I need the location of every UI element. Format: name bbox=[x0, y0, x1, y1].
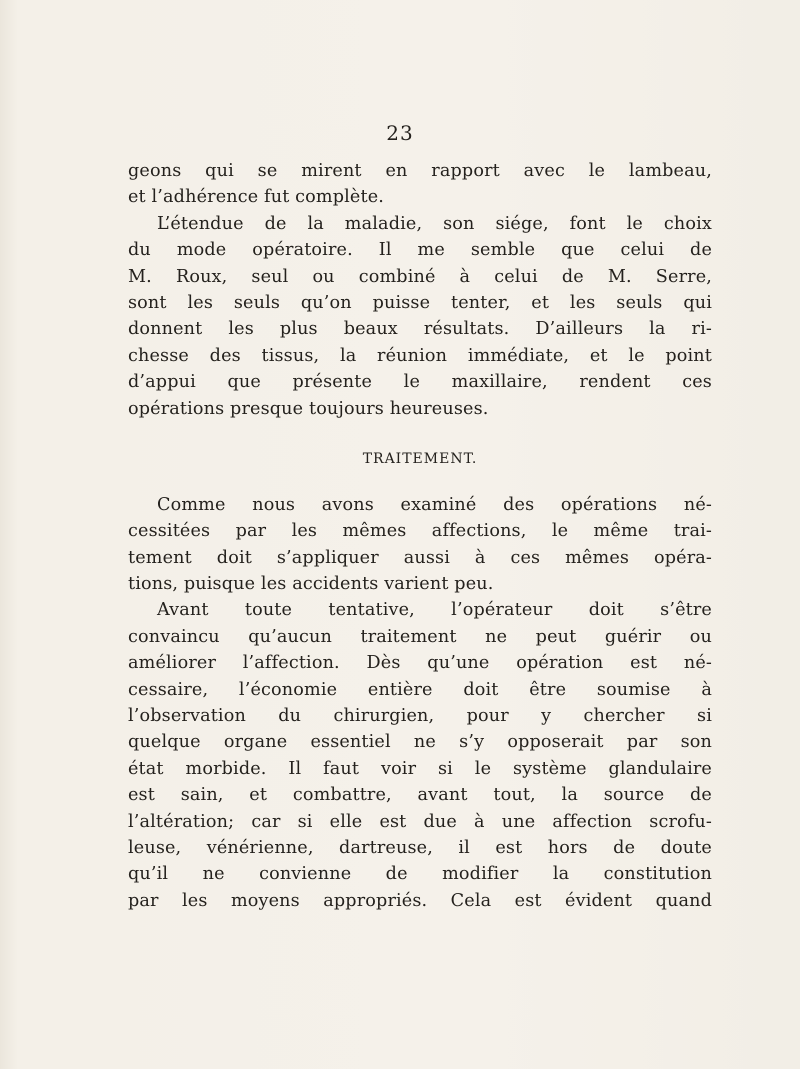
paragraph3-line-4: tions, puisque les accidents varient peu. bbox=[128, 574, 494, 595]
paragraph4-line-5: l’observation du chirurgien, pour y chercher si bbox=[128, 706, 712, 727]
section-heading: TRAITEMENT. bbox=[362, 450, 478, 467]
paragraph4-line-7: état morbide. Il faut voir si le système glandulaire bbox=[128, 758, 712, 779]
paragraph2-line-4: sont les seuls qu’on puisse tenter, et les seuls qui bbox=[128, 292, 712, 313]
page-text bbox=[128, 158, 712, 914]
paragraph4-line-3: améliorer l’affection. Dès qu’une opération est né- bbox=[128, 653, 712, 674]
paragraph4-line-4: cessaire, l’économie entière doit être soumise à bbox=[128, 679, 712, 700]
paragraph1-line-1: geons qui se mirent en rapport avec le lambeau, bbox=[128, 161, 712, 181]
paragraph2-line-7: d’appui que présente le maxillaire, rendent ces bbox=[128, 372, 712, 393]
paragraph1-line-2: et l’adhérence fut complète. bbox=[128, 187, 385, 208]
paragraph2-line-6: chesse des tissus, la réunion immédiate, et le point bbox=[128, 345, 712, 366]
paragraph4-line-9: l’altération; car si elle est due à une affection scrofu- bbox=[128, 811, 712, 832]
paragraph3-line-2: cessitées par les mêmes affections, le même trai- bbox=[128, 521, 712, 542]
page-number: 23 bbox=[386, 121, 414, 145]
paragraph4-line-1: Avant toute tentative, l’opérateur doit s’être bbox=[157, 600, 712, 621]
paragraph4-line-6: quelque organe essentiel ne s’y opposerait par son bbox=[128, 732, 712, 753]
paragraph2-line-8: opérations presque toujours heureuses. bbox=[128, 398, 489, 419]
paragraph4-line-12: par les moyens appropriés. Cela est évident quand bbox=[128, 890, 712, 911]
section-gap-after-heading bbox=[128, 472, 712, 492]
paragraph3-line-1: Comme nous avons examiné des opérations né- bbox=[157, 494, 712, 515]
paragraph2-line-1: L’étendue de la maladie, son siége, font le choix bbox=[157, 213, 712, 234]
paragraph2-line-3: M. Roux, seul ou combiné à celui de M. Serre, bbox=[128, 266, 712, 287]
paragraph4-line-11: qu’il ne convienne de modifier la constitution bbox=[128, 864, 712, 885]
paragraph4-line-8: est sain, et combattre, avant tout, la source de bbox=[128, 785, 712, 806]
paragraph2-line-5: donnent les plus beaux résultats. D’ailleurs la ri- bbox=[128, 319, 712, 340]
paragraph4-line-10: leuse, vénérienne, dartreuse, il est hors de doute bbox=[128, 837, 712, 858]
paragraph4-line-2: convaincu qu’aucun traitement ne peut guérir ou bbox=[128, 626, 712, 647]
paragraph3-line-3: tement doit s’appliquer aussi à ces mêmes opéra- bbox=[128, 547, 712, 568]
paragraph2-line-2: du mode opératoire. Il me semble que celui de bbox=[128, 240, 712, 261]
section-gap-before-heading bbox=[128, 422, 712, 446]
